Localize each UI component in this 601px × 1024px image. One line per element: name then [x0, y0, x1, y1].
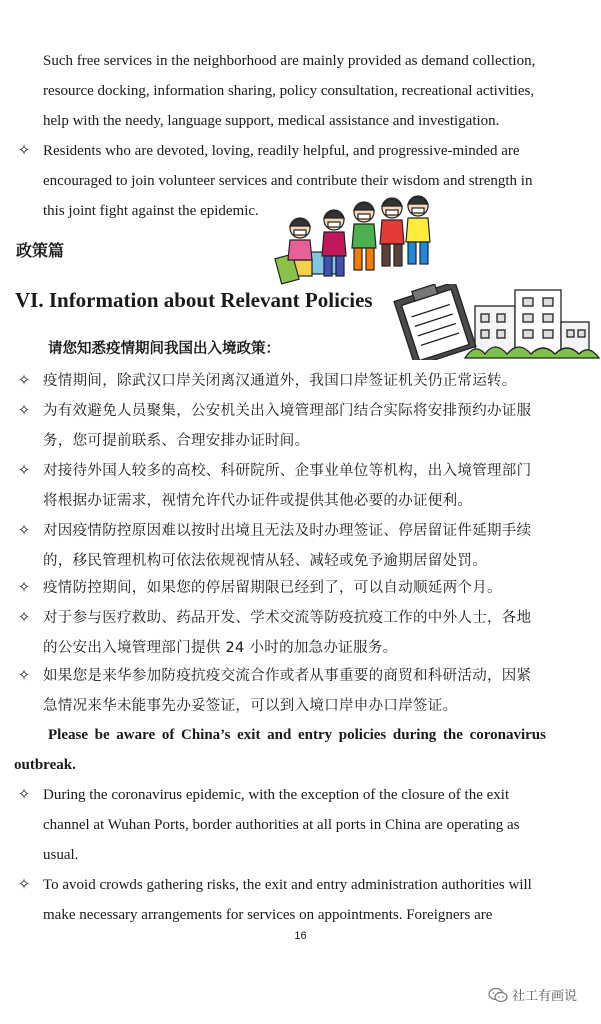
intro-line-3: help with the needy, language support, medical assistance and investigation.	[43, 113, 500, 129]
bullet-icon: ✧	[17, 373, 31, 389]
watermark	[488, 985, 577, 1004]
bullet-icon: ✧	[17, 787, 31, 803]
zh-bullet-4-line-2: 的，移民管理机构可依法依规视情从轻、减轻或免予逾期居留处罚。	[43, 553, 487, 569]
section-heading-en: VI. Information about Relevant Policies	[15, 288, 373, 312]
zh-bullet-5-line-1: 疫情防控期间，如果您的停居留期限已经到了，可以自动顺延两个月。	[43, 580, 502, 596]
intro-paragraph	[43, 46, 546, 136]
zh-bullet-3	[43, 456, 546, 516]
en-bullet-1-line-1: During the coronavirus epidemic, with the exception of the closure of the exit	[43, 787, 510, 803]
zh-bullet-2-line-1: 为有效避免人员聚集，公安机关出入境管理部门结合实际将安排预约办证服	[43, 403, 532, 419]
zh-bullet-2	[43, 396, 546, 456]
subheading-en: Please be aware of China’s exit and entry policies during the coronavirus outbreak.	[14, 727, 546, 773]
zh-bullet-5	[43, 573, 546, 603]
bullet-icon: ✧	[17, 610, 31, 626]
bullet-icon: ✧	[17, 877, 31, 893]
en-bullet-2	[43, 870, 546, 930]
en-bullet-1-line-3: usual.	[43, 847, 79, 863]
bullet-icon: ✧	[17, 580, 31, 596]
subheading-zh: 请您知悉疫情期间我国出入境政策：	[48, 341, 280, 357]
zh-bullet-4	[43, 516, 546, 576]
zh-bullet-2-line-2: 务，您可提前联系、合理安排办证时间。	[43, 433, 310, 449]
zh-bullet-7-line-2: 急情况来华未能事先办妥签证，可以到入境口岸申办口岸签证。	[43, 698, 458, 714]
zh-bullet-7	[43, 661, 546, 721]
zh-bullet-3-line-2: 将根据办证需求，视情允许代办证件或提供其他必要的办证便利。	[43, 493, 473, 509]
volunteer-line-1: Residents who are devoted, loving, readily helpful, and progressive-minded are	[43, 143, 520, 159]
en-bullet-2-line-2: make necessary arrangements for services on appointments. Foreigners are	[43, 907, 493, 923]
zh-bullet-1	[43, 366, 546, 396]
bullet-icon: ✧	[17, 143, 31, 159]
bullet-icon: ✧	[17, 403, 31, 419]
volunteer-line-2: encouraged to join volunteer services and contribute their wisdom and strength in	[43, 173, 533, 189]
volunteer-line-3: this joint fight against the epidemic.	[43, 203, 259, 219]
wechat-icon	[488, 987, 508, 1003]
bullet-icon: ✧	[17, 668, 31, 684]
section-heading-zh: 政策篇	[16, 241, 65, 260]
zh-bullet-1-line-1: 疫情期间，除武汉口岸关闭离汉通道外，我国口岸签证机关仍正常运转。	[43, 373, 517, 389]
zh-bullet-6-line-2: 的公安出入境管理部门提供 24 小时的加急办证服务。	[43, 640, 398, 656]
zh-bullet-6-line-1: 对于参与医疗救助、药品开发、学术交流等防疫抗疫工作的中外人士，各地	[43, 610, 532, 626]
volunteers-illustration	[272, 190, 442, 290]
en-bullet-1	[43, 780, 546, 870]
intro-line-1: Such free services in the neighborhood are mainly provided as demand collection,	[43, 53, 536, 69]
policy-illustration	[385, 284, 600, 360]
intro-line-2: resource docking, information sharing, policy consultation, recreational activities,	[43, 83, 535, 99]
bullet-icon: ✧	[17, 463, 31, 479]
en-bullet-2-line-1: To avoid crowds gathering risks, the exit and entry administration authorities will	[43, 877, 532, 893]
en-bullet-1-line-2: channel at Wuhan Ports, border authorities at all ports in China are operating as	[43, 817, 520, 833]
page-number: 16	[294, 930, 307, 942]
zh-bullet-4-line-1: 对因疫情防控原因难以按时出境且无法及时办理签证、停居留证件延期手续	[43, 523, 532, 539]
watermark-text: 社工有画说	[512, 989, 578, 1004]
zh-bullet-7-line-1: 如果您是来华参加防疫抗疫交流合作或者从事重要的商贸和科研活动，因紧	[43, 668, 532, 684]
zh-bullet-6	[43, 603, 546, 663]
bullet-icon: ✧	[17, 523, 31, 539]
zh-bullet-3-line-1: 对接待外国人较多的高校、科研院所、企事业单位等机构，出入境管理部门	[43, 463, 532, 479]
